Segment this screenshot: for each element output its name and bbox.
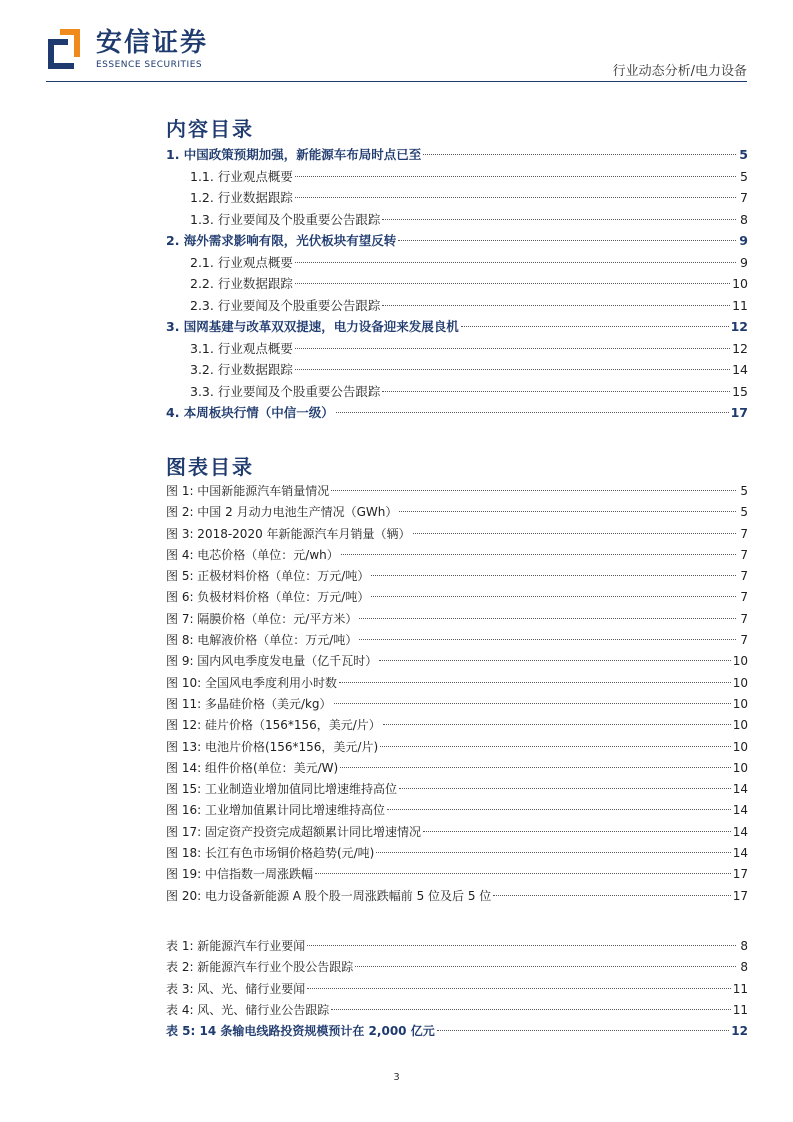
toc-entry[interactable] (166, 381, 748, 403)
figure-entry[interactable] (166, 694, 748, 715)
toc-entry-label: 2.1. 行业观点概要 (190, 254, 293, 270)
dot-leader (331, 1009, 730, 1010)
table-entry-label: 表 2: 新能源汽车行业个股公告跟踪 (166, 960, 354, 975)
dot-leader (341, 554, 736, 555)
toc-entry-label: 1.1. 行业观点概要 (190, 168, 293, 184)
toc-entry-label: 1.3. 行业要闻及个股重要公告跟踪 (190, 211, 381, 227)
figure-entry[interactable] (166, 673, 748, 694)
figure-entry-label: 图 18: 长江有色市场铜价格趋势(元/吨) (166, 846, 375, 861)
table-entry[interactable] (166, 1021, 748, 1042)
table-entry-page: 11 (732, 981, 748, 996)
toc-entry[interactable] (166, 273, 748, 295)
toc-entry[interactable] (166, 209, 748, 231)
toc-entry-label: 3.3. 行业要闻及个股重要公告跟踪 (190, 383, 381, 399)
table-entry-page: 8 (740, 939, 748, 953)
dot-leader (399, 511, 736, 512)
table-entry[interactable] (166, 936, 748, 957)
brand (96, 28, 208, 71)
figure-entry-page: 14 (732, 846, 748, 861)
figure-entry-page: 7 (740, 590, 748, 605)
toc-entry[interactable] (166, 230, 748, 252)
toc-entry[interactable] (166, 252, 748, 274)
figure-entry-label: 图 11: 多晶硅价格（美元/kg） (166, 696, 332, 711)
dot-leader (423, 154, 736, 155)
dot-leader (383, 724, 731, 725)
toc-entry-page: 7 (740, 190, 748, 205)
figure-entry-label: 图 20: 电力设备新能源 A 股个股一周涨跌幅前 5 位及后 5 位 (166, 888, 492, 903)
toc-entry-label: 4. 本周板块行情（中信一级） (166, 405, 334, 420)
dot-leader (295, 176, 736, 177)
dot-leader (371, 596, 736, 597)
figure-entry[interactable] (166, 524, 748, 545)
toc-entry-label: 2. 海外需求影响有限，光伏板块有望反转 (166, 233, 397, 248)
toc-entry-label: 1.2. 行业数据跟踪 (190, 190, 293, 205)
figure-entry-page: 7 (740, 547, 748, 562)
toc-entry[interactable] (166, 359, 748, 381)
figure-entry[interactable] (166, 630, 748, 651)
figure-entry-page: 14 (732, 824, 748, 839)
toc-entry-page: 14 (732, 362, 748, 377)
figure-entry-page: 14 (732, 782, 748, 797)
dot-leader (376, 852, 730, 853)
figure-entry[interactable] (166, 715, 748, 736)
table-entry[interactable] (166, 957, 748, 978)
figure-entry-label: 图 3: 2018-2020 年新能源汽车月销量（辆） (166, 526, 411, 541)
dot-leader (382, 219, 736, 220)
figure-entry-label: 图 15: 工业制造业增加值同比增速维持高位 (166, 782, 397, 797)
brand-name-en: ESSENCE SECURITIES (96, 60, 203, 70)
toc-title: 内容目录 (166, 117, 254, 141)
figures-list (166, 481, 748, 907)
toc-entry-label: 2.3. 行业要闻及个股重要公告跟踪 (190, 297, 381, 313)
toc-entry[interactable] (166, 295, 748, 317)
figure-entry-label: 图 6: 负极材料价格（单位：万元/吨） (166, 590, 370, 605)
table-entry-page: 12 (731, 1024, 748, 1039)
figure-entry-page: 10 (732, 739, 748, 754)
toc-entry-page: 15 (732, 383, 748, 399)
dot-leader (355, 966, 736, 967)
dot-leader (382, 391, 730, 392)
dot-leader (295, 369, 730, 370)
toc-list (166, 144, 748, 424)
dot-leader (399, 788, 731, 789)
dot-leader (331, 490, 736, 491)
dot-leader (340, 767, 731, 768)
figure-entry-page: 5 (740, 505, 748, 520)
toc-entry-page: 9 (739, 233, 748, 248)
figure-entry-page: 17 (732, 867, 748, 882)
figure-entry-page: 10 (732, 760, 748, 775)
dot-leader (307, 988, 730, 989)
figure-entry[interactable] (166, 481, 748, 502)
toc-entry-page: 8 (740, 211, 748, 227)
toc-entry-page: 5 (740, 168, 748, 184)
figure-entry-label: 图 19: 中信指数一周涨跌幅 (166, 867, 313, 882)
toc-entry-label: 3.2. 行业数据跟踪 (190, 362, 293, 377)
figure-entry-label: 图 17: 固定资产投资完成超额累计同比增速情况 (166, 824, 421, 839)
table-entry-label: 表 3: 风、光、储行业要闻 (166, 981, 306, 996)
dot-leader (359, 618, 736, 619)
figure-entry[interactable] (166, 587, 748, 608)
toc-entry-page: 5 (739, 147, 748, 162)
dot-leader (380, 746, 731, 747)
figure-entry-label: 图 9: 国内风电季度发电量（亿千瓦时） (166, 654, 378, 669)
figure-entry-page: 10 (732, 696, 748, 711)
dot-leader (295, 197, 736, 198)
figure-entry-label: 图 8: 电解液价格（单位：万元/吨） (166, 633, 358, 648)
toc-entry-page: 12 (732, 340, 748, 356)
figure-entry-page: 10 (732, 654, 748, 669)
page-header (0, 0, 793, 90)
figure-entry[interactable] (166, 545, 748, 566)
toc-entry-label: 2.2. 行业数据跟踪 (190, 276, 293, 291)
figure-entry-page: 7 (740, 569, 748, 584)
figure-entry[interactable] (166, 502, 748, 523)
figure-entry-label: 图 16: 工业增加值累计同比增速维持高位 (166, 803, 385, 818)
dot-leader (334, 703, 731, 704)
toc-entry-page: 11 (732, 297, 748, 313)
figure-entry[interactable] (166, 609, 748, 630)
dot-leader (437, 1030, 730, 1031)
table-entry-label: 表 5: 14 条输电线路投资规模预计在 2,000 亿元 (166, 1024, 435, 1039)
tables-list (166, 936, 748, 1042)
report-category: 行业动态分析/电力设备 (612, 64, 747, 79)
table-entry-label: 表 4: 风、光、储行业公告跟踪 (166, 1002, 330, 1017)
brand-name-cn: 安信证券 (96, 28, 209, 58)
dot-leader (379, 660, 730, 661)
figure-entry[interactable] (166, 566, 748, 587)
figure-entry[interactable] (166, 822, 748, 843)
dot-leader (461, 326, 729, 327)
figure-entry-label: 图 7: 隔膜价格（单位：元/平方米） (166, 611, 358, 626)
dot-leader (359, 639, 736, 640)
toc-entry-page: 17 (730, 405, 748, 420)
toc-entry-page: 12 (730, 319, 748, 334)
essence-logo-icon (46, 27, 82, 71)
figure-entry-label: 图 13: 电池片价格(156*156，美元/片) (166, 739, 379, 754)
toc-entry[interactable] (166, 144, 748, 166)
toc-entry[interactable] (166, 187, 748, 209)
table-entry[interactable] (166, 979, 748, 1000)
figure-entry-label: 图 2: 中国 2 月动力电池生产情况（GWh） (166, 505, 398, 520)
dot-leader (295, 262, 736, 263)
dot-leader (382, 305, 730, 306)
toc-entry[interactable] (166, 402, 748, 424)
figure-entry[interactable] (166, 737, 748, 758)
figure-entry-page: 5 (740, 484, 748, 498)
dot-leader (295, 283, 730, 284)
header-divider (46, 81, 747, 82)
figure-entry-page: 17 (732, 888, 748, 903)
figure-entry-label: 图 4: 电芯价格（单位：元/wh） (166, 547, 339, 562)
dot-leader (307, 945, 736, 946)
figure-entry[interactable] (166, 864, 748, 885)
toc-entry[interactable] (166, 316, 748, 338)
figure-entry-label: 图 1: 中国新能源汽车销量情况 (166, 484, 330, 498)
page-number: 3 (393, 1072, 400, 1083)
toc-entry-page: 10 (732, 276, 748, 291)
table-entry[interactable] (166, 1000, 748, 1021)
figure-entry[interactable] (166, 758, 748, 779)
toc-entry-label: 3.1. 行业观点概要 (190, 340, 293, 356)
figure-entry[interactable] (166, 651, 748, 672)
figure-entry-label: 图 10: 全国风电季度利用小时数 (166, 675, 337, 690)
figure-entry[interactable] (166, 886, 748, 907)
figure-entry-label: 图 12: 硅片价格（156*156，美元/片） (166, 718, 381, 733)
table-entry-page: 8 (740, 960, 748, 975)
table-entry-page: 11 (732, 1002, 748, 1017)
figure-entry-page: 14 (732, 803, 748, 818)
table-entry-label: 表 1: 新能源汽车行业要闻 (166, 939, 306, 953)
figure-entry-page: 10 (732, 718, 748, 733)
figure-entry-page: 7 (740, 611, 748, 626)
dot-leader (493, 895, 730, 896)
dot-leader (371, 575, 736, 576)
figure-entry[interactable] (166, 800, 748, 821)
dot-leader (315, 873, 731, 874)
figure-entry-page: 7 (740, 633, 748, 648)
dot-leader (295, 348, 730, 349)
toc-entry[interactable] (166, 166, 748, 188)
figure-entry[interactable] (166, 779, 748, 800)
toc-entry-label: 1. 中国政策预期加强，新能源车布局时点已至 (166, 147, 422, 162)
toc-entry[interactable] (166, 338, 748, 360)
figure-entry-label: 图 14: 组件价格(单位：美元/W) (166, 760, 339, 775)
figure-entry[interactable] (166, 843, 748, 864)
dot-leader (387, 809, 731, 810)
dot-leader (413, 533, 736, 534)
toc-entry-label: 3. 国网基建与改革双双提速，电力设备迎来发展良机 (166, 319, 459, 334)
dot-leader (336, 412, 729, 413)
figure-entry-page: 10 (732, 675, 748, 690)
figures-title: 图表目录 (166, 455, 254, 479)
dot-leader (339, 682, 731, 683)
dot-leader (423, 831, 731, 832)
figure-entry-label: 图 5: 正极材料价格（单位：万元/吨） (166, 569, 370, 584)
figure-entry-page: 7 (740, 526, 748, 541)
toc-entry-page: 9 (740, 254, 748, 270)
dot-leader (398, 240, 736, 241)
